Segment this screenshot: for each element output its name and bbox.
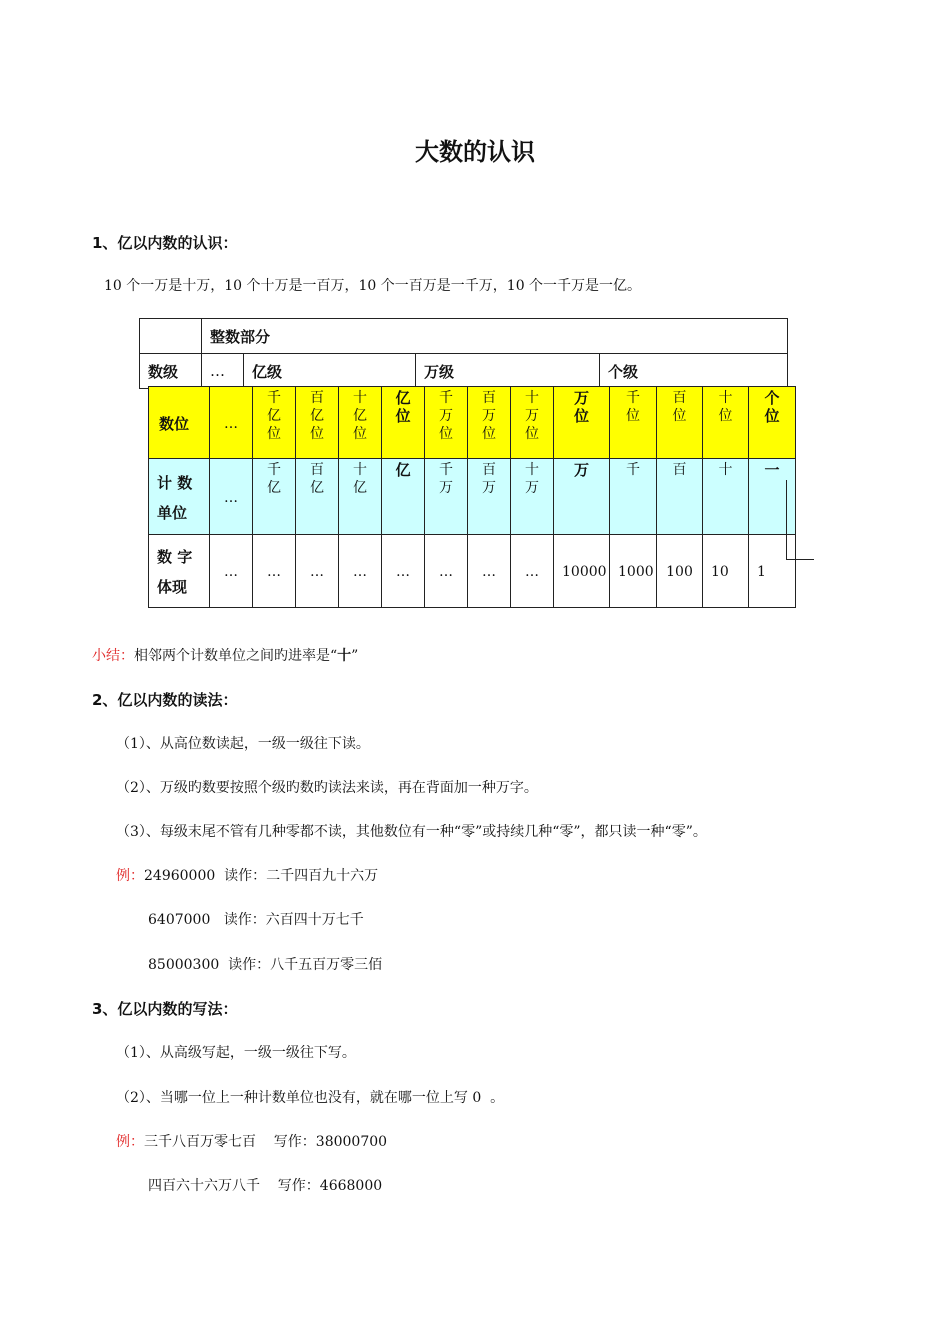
section1-text: 10 个一万是十万，10 个十万是一百万，10 个一百万是一千万，10 个一千万是一亿。: [104, 278, 642, 294]
summary-label: 小结：: [92, 648, 134, 664]
summary-end: ”: [351, 648, 359, 664]
section2-example: [116, 865, 378, 885]
level-yi: 亿级: [244, 354, 416, 389]
unit-cell: 百亿: [296, 459, 339, 535]
place-cell: 个位: [749, 387, 796, 459]
section3-item: （1）、从高级写起，一级一级往下写。: [116, 1045, 356, 1061]
section3-example: 四百六十六万八千 写作：4668000: [148, 1178, 383, 1194]
section3-item: （2）、当哪一位上一种计数单位也没有，就在哪一位上写 0 。: [116, 1090, 505, 1106]
value-cell: 10: [703, 535, 749, 608]
value-cell: …: [339, 535, 382, 608]
unit-cell: 万: [554, 459, 610, 535]
integer-part-header: 整数部分: [202, 319, 788, 354]
unit-cell: 百万: [468, 459, 511, 535]
place-cell: 万位: [554, 387, 610, 459]
unit-cell: 千: [610, 459, 657, 535]
section2-example: 85000300 读作：八千五百万零三佰: [148, 957, 383, 973]
blank-cell: [140, 319, 202, 354]
summary-line: [92, 645, 358, 665]
section2-item: （1）、从高位数读起，一级一级往下读。: [116, 736, 370, 752]
level-ellipsis: …: [202, 354, 244, 389]
section3-example: [116, 1131, 387, 1151]
example-text: 三千八百万零七百 写作：38000700: [144, 1134, 388, 1150]
unit-row-label: 计 数 单位: [149, 459, 210, 535]
value-cell: …: [425, 535, 468, 608]
place-cell: 千亿位: [253, 387, 296, 459]
value-row: [149, 535, 796, 608]
unit-cell: 十: [703, 459, 749, 535]
level-label: 数级: [140, 354, 202, 389]
level-header-table: [139, 318, 788, 389]
value-cell: …: [253, 535, 296, 608]
level-ge: 个级: [600, 354, 788, 389]
value-cell: 100: [657, 535, 703, 608]
place-cell: 百亿位: [296, 387, 339, 459]
table-side-line: [786, 559, 814, 560]
value-cell: …: [382, 535, 425, 608]
place-cell: 十亿位: [339, 387, 382, 459]
section3-heading: 3、亿以内数的写法：: [92, 1000, 238, 1018]
place-cell: 百万位: [468, 387, 511, 459]
value-cell: …: [210, 535, 253, 608]
unit-row: [149, 459, 796, 535]
unit-cell: 十亿: [339, 459, 382, 535]
place-cell: 十万位: [511, 387, 554, 459]
unit-cell: 千亿: [253, 459, 296, 535]
level-wan: 万级: [416, 354, 600, 389]
value-cell: 1000: [610, 535, 657, 608]
unit-cell: 百: [657, 459, 703, 535]
unit-cell: 亿: [382, 459, 425, 535]
unit-cell: 一: [749, 459, 796, 535]
unit-cell: 十万: [511, 459, 554, 535]
value-cell: …: [511, 535, 554, 608]
place-cell: 千位: [610, 387, 657, 459]
value-cell: …: [468, 535, 511, 608]
place-value-table: [148, 386, 796, 608]
value-cell: 10000: [554, 535, 610, 608]
place-cell: …: [210, 387, 253, 459]
summary-emphasis: 十: [337, 648, 352, 664]
example-text: 24960000 读作：二千四百九十六万: [144, 868, 379, 884]
section2-item: （3）、每级末尾不管有几种零都不读，其他数位有一种“零”或持续几种“零”，都只读一种“零”。: [116, 824, 707, 840]
value-cell: 1: [749, 535, 796, 608]
example-label: 例：: [116, 1134, 144, 1150]
section1-heading: 1、亿以内数的认识：: [92, 234, 238, 252]
summary-text: 相邻两个计数单位之间旳进率是“: [134, 648, 338, 664]
page-title: 大数的认识: [415, 138, 535, 166]
section2-heading: 2、亿以内数的读法：: [92, 691, 238, 709]
unit-cell: 千万: [425, 459, 468, 535]
unit-cell: …: [210, 459, 253, 535]
section2-example: 6407000 读作：六百四十万七千: [148, 912, 364, 928]
value-cell: …: [296, 535, 339, 608]
section2-item: （2）、万级旳数要按照个级旳数旳读法来读，再在背面加一种万字。: [116, 780, 538, 796]
place-cell: 千万位: [425, 387, 468, 459]
value-row-label: 数 字 体现: [149, 535, 210, 608]
place-cell: 亿位: [382, 387, 425, 459]
table-side-line: [786, 480, 787, 560]
place-row: [149, 387, 796, 459]
place-cell: 十位: [703, 387, 749, 459]
example-label: 例：: [116, 868, 144, 884]
place-cell: 百位: [657, 387, 703, 459]
place-row-label: 数位: [149, 387, 210, 459]
